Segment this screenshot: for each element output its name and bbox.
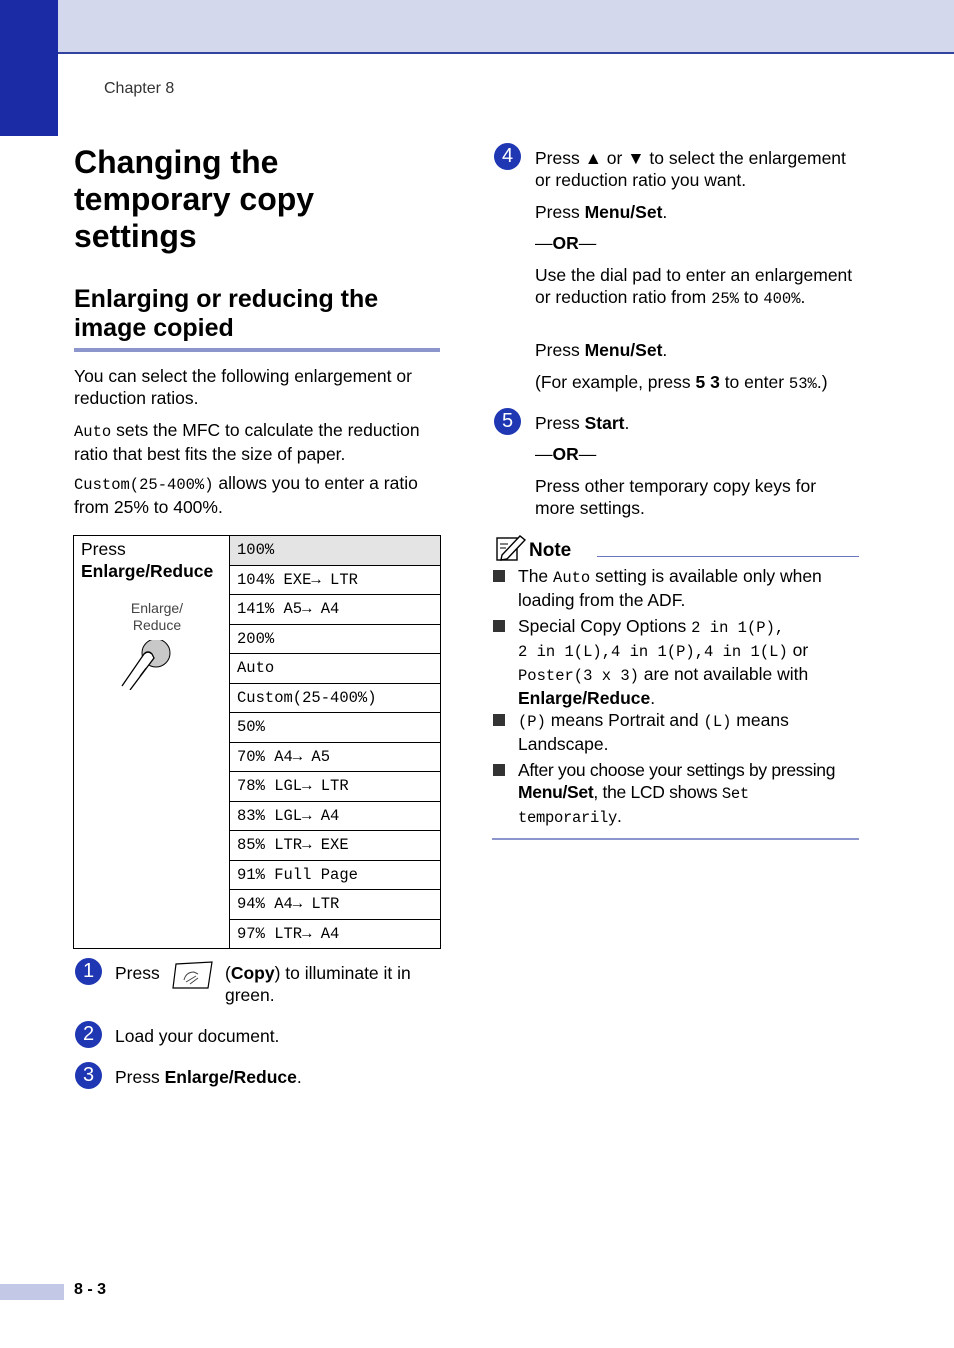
step-number: 2 — [75, 1021, 102, 1048]
step4-dial-text: Use the dial pad to enter an enlargement or reduction ratio from 25% to 400%. — [535, 265, 853, 308]
step4-press-menu: Press Menu/Set. — [535, 202, 668, 222]
ratio-option: 91% Full Page — [230, 860, 441, 890]
step1-text: (Copy) to illuminate it in green. — [225, 963, 411, 1005]
ratio-option: 70% A4→ A5 — [230, 742, 441, 772]
step5-press: Press Start. — [535, 413, 630, 433]
intro-text: You can select the following enlargement or reduction ratios. — [74, 366, 412, 408]
ratio-option: Custom(25-400%) — [230, 683, 441, 713]
bullet-icon — [493, 570, 505, 582]
step-number: 4 — [494, 143, 521, 170]
footer-bar — [0, 1284, 64, 1300]
step4-or: —OR— — [535, 233, 597, 253]
custom-description: Custom(25-400%) allows you to enter a ratio from 25% to 400%. — [74, 473, 418, 517]
ratio-option: 141% A5→ A4 — [230, 595, 441, 625]
press-instruction: Press Enlarge/Reduce — [81, 539, 214, 581]
step-number: 1 — [75, 958, 102, 985]
ratio-option: Auto — [230, 654, 441, 684]
step4-press-menu-2: Press Menu/Set. — [535, 340, 668, 360]
ratio-option: 85% LTR→ EXE — [230, 831, 441, 861]
ratio-option: 78% LGL→ LTR — [230, 772, 441, 802]
step2-text: Load your document. — [115, 1026, 280, 1046]
page-number: 8 - 3 — [74, 1281, 107, 1298]
page-title: Changing the temporary copy settings — [74, 144, 315, 254]
section-heading: Enlarging or reducing the image copied — [74, 285, 379, 342]
copy-key-icon — [172, 960, 216, 990]
note-item-4: After you choose your settings by pressing Menu/Set, the LCD shows Set temporarily. — [518, 760, 836, 827]
ratio-option: 100% — [230, 536, 441, 566]
note-item-3: (P) means Portrait and (L) means Landscape. — [518, 710, 789, 754]
heading-rule — [74, 348, 440, 352]
key-cell — [74, 536, 230, 949]
step-number: 3 — [75, 1062, 102, 1089]
step5-alt: Press other temporary copy keys for more settings. — [535, 476, 817, 518]
ratio-option: 83% LGL→ A4 — [230, 801, 441, 831]
step4-line1: Press ▲ or ▼ to select the enlargement or reduction ratio you want. — [535, 148, 846, 190]
note-item-2: Special Copy Options 2 in 1(P), 2 in 1(L),4 in 1(P),4 in 1(L) or Poster(3 x 3) are not available with Enlarge/Reduce. — [518, 616, 809, 708]
finger-press-icon — [118, 640, 178, 690]
step3-text: Press Enlarge/Reduce. — [115, 1067, 302, 1087]
note-icon — [494, 533, 528, 563]
bullet-icon — [493, 714, 505, 726]
ratio-option: 200% — [230, 624, 441, 654]
note-item-1: The Auto setting is available only when loading from the ADF. — [518, 566, 822, 610]
note-rule — [597, 556, 859, 557]
chapter-label: Chapter 8 — [104, 80, 175, 97]
step5-or: —OR— — [535, 444, 597, 464]
note-title: Note — [529, 540, 572, 561]
enlarge-reduce-key-label: Enlarge/ Reduce — [130, 600, 184, 633]
ratio-option: 104% EXE→ LTR — [230, 565, 441, 595]
chapter-tab — [0, 0, 58, 136]
ratio-table — [73, 535, 441, 949]
note-bottom-rule — [492, 838, 859, 840]
bullet-icon — [493, 764, 505, 776]
step-number: 5 — [494, 408, 521, 435]
header-band — [0, 0, 954, 54]
ratio-option: 50% — [230, 713, 441, 743]
step1-press: Press — [115, 963, 160, 983]
auto-description: Auto sets the MFC to calculate the reduction ratio that best fits the size of paper. — [74, 420, 420, 464]
step4-example: (For example, press 5 3 to enter 53%.) — [535, 372, 828, 393]
ratio-option: 94% A4→ LTR — [230, 890, 441, 920]
bullet-icon — [493, 620, 505, 632]
ratio-option: 97% LTR→ A4 — [230, 919, 441, 949]
